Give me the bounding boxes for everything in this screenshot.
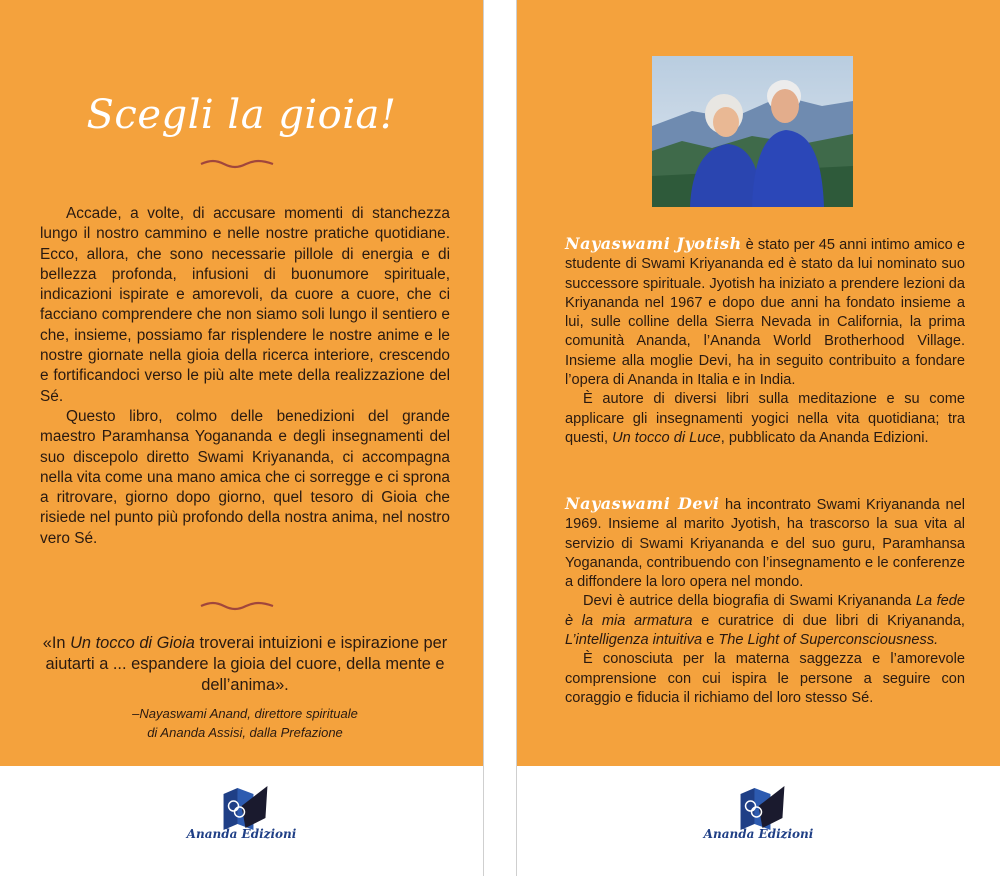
bio-jyotish-text: è stato per 45 anni intimo amico e studente di Swami Kriyananda ed è stato da lui nominato suo successore spirituale. Jyotish ha iniziato a prendere lezioni da Kriyananda nel 1967 e dopo due anni ha fondato insieme a lui, sulle colline della Sierra Nevada in California, la prima comunità Ananda, l’Ananda World Brotherhood Village. Insieme alla moglie Devi, ha in seguito contribuito a fondare l’opera di Ananda in Italia e in India.: [565, 237, 965, 389]
bio-devi-books-and: e: [702, 632, 719, 649]
publisher-logo-text-right: Ananda Edizioni: [703, 827, 814, 841]
squiggle-divider-top: [200, 158, 274, 170]
quote-open: «In: [42, 634, 71, 652]
bio-devi-closing: È conosciuta per la materna saggezza e l’amorevole comprensione con cui ispira le persone a seguire con coraggio e fiducia il richiamo del loro stesso Sé.: [565, 651, 965, 706]
orange-background-right: [517, 0, 1000, 766]
book-title-intelligenza: L’intelligenza intuitiva: [565, 632, 703, 649]
author-name-devi: Nayaswami Devi: [565, 494, 720, 513]
quote-text: troverai intuizioni e ispirazione per aiutarti a ... espandere la gioia del cuore, della mente e dell’anima».: [45, 634, 448, 694]
bio-jyotish: [565, 234, 965, 448]
author-photo: [652, 56, 853, 207]
orange-background: [0, 0, 483, 766]
quote-attribution-2: di Ananda Assisi, dalla Prefazione: [147, 725, 343, 740]
paragraph-1: Accade, a volte, di accusare momenti di stanchezza lungo il nostro cammino e nelle nostre pratiche quotidiane. Ecco, allora, che sono necessarie pillole di energia e di bellezza profonda, infusioni di buonumore spirituale, indicazioni ispirate e amorevoli, da cuore a cuore, che ci facciano comprendere che non siamo soli lungo il sentiero e che, insieme, possiamo far risplendere le nostre anime e le nostre giornate nella gioia della ricerca interiore, crescendo e fortificandoci verso le più alte mete della realizzazione del Sé.: [40, 205, 450, 405]
quote-book-title: Un tocco di Gioia: [70, 634, 195, 652]
book-title-light: The Light of Superconsciousness.: [718, 632, 939, 649]
quote-attribution-1: –Nayaswami Anand, direttore spirituale: [132, 706, 358, 721]
endorsement-quote: [40, 633, 450, 696]
back-cover-left: [0, 0, 484, 876]
bio-jyotish-books-end: , pubblicato da Ananda Edizioni.: [720, 429, 929, 446]
back-cover-right: [516, 0, 1000, 876]
bio-devi-books: Devi è autrice della biografia di Swami Kriyananda: [583, 593, 916, 610]
intro-text: [40, 204, 450, 549]
bio-devi-books-mid: e curatrice di due libri di Kriyananda,: [692, 612, 965, 629]
bio-devi-text: ha incontrato Swami Kriyananda nel 1969. Insieme al marito Jyotish, ha trascorso la sua vita al servizio di Swami Kriyananda e del suo guru, Paramhansa Yogananda, contribuendo con l’insegnamento e le conferenze a diffondere la loro opera nel mondo.: [565, 497, 965, 591]
publisher-logo-text: Ananda Edizioni: [186, 827, 297, 841]
page-gutter: [484, 0, 516, 876]
author-name-jyotish: Nayaswami Jyotish: [565, 234, 742, 253]
paragraph-2: Questo libro, colmo delle benedizioni del grande maestro Paramhansa Yogananda e degli insegnamenti del suo discepolo diretto Swami Kriyananda, ci accompagna nella vita come una mano amica che ci sorregge e ci sprona a ritrovare, giorno dopo giorno, quel tesoro di Gioia che risiede nel punto più profondo della nostra anima, nel nostro vero Sé.: [40, 407, 450, 547]
page-title: Scegli la gioia!: [86, 92, 397, 138]
bio-devi: [565, 494, 965, 708]
book-title-fede: La fede è la mia armatura: [565, 593, 965, 629]
squiggle-divider-bottom: [200, 600, 274, 612]
bio-jyotish-books: È autore di diversi libri sulla meditazione e su come applicare gli insegnamenti yogici nella vita quotidiana; tra questi,: [565, 391, 965, 446]
book-title-luce: Un tocco di Luce: [612, 429, 721, 446]
